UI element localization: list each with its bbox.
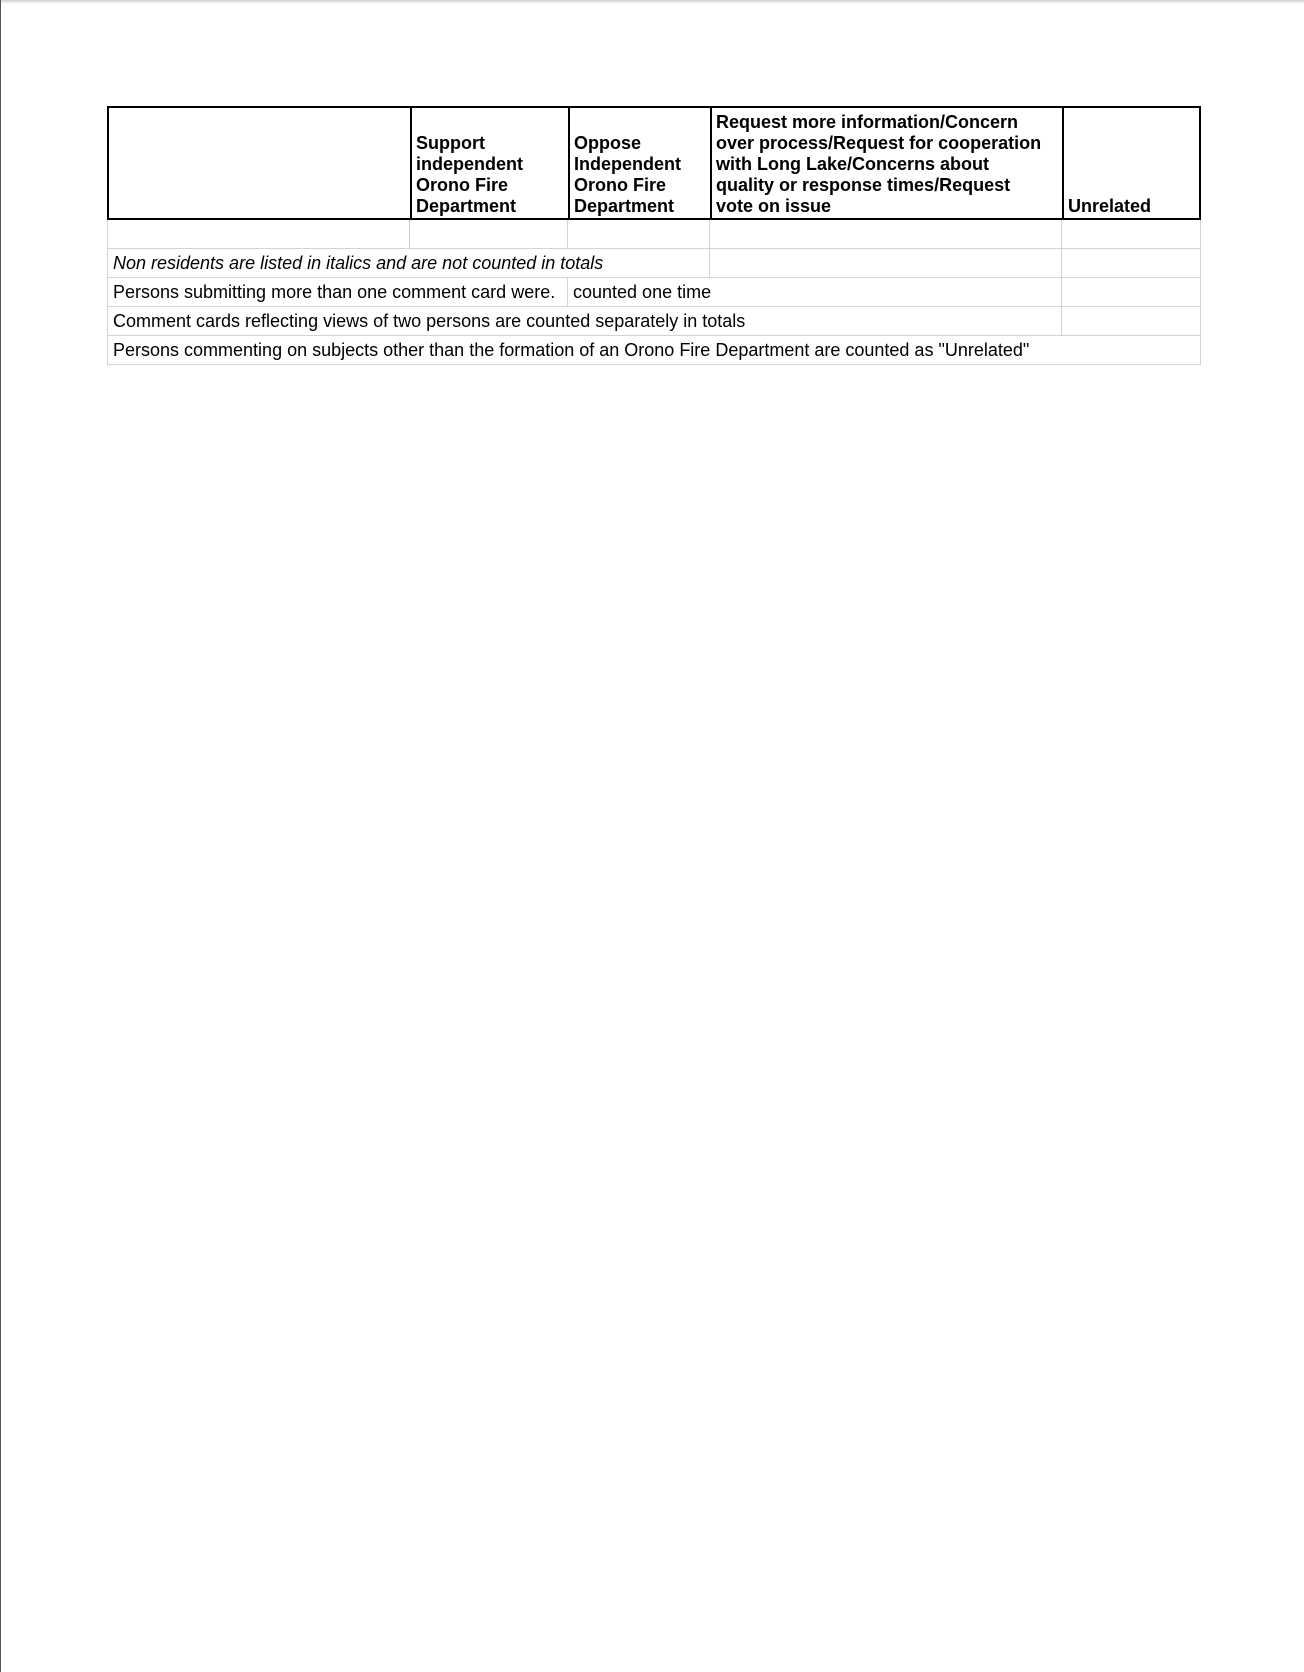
header-blank-cell <box>109 108 410 218</box>
empty-cell-support <box>409 220 567 248</box>
table-row-empty <box>107 220 1201 249</box>
note-multiple-cards-part2: counted one time <box>573 282 712 302</box>
header-request-info-column <box>710 108 1062 218</box>
note-cell-unrelated-2 <box>1061 278 1200 306</box>
header-unrelated-label: Unrelated <box>1068 196 1152 216</box>
empty-cell-request <box>709 220 1061 248</box>
header-unrelated-column <box>1062 108 1199 218</box>
note-cell-unrelated <box>1061 249 1200 277</box>
note-cell-counted-once <box>567 278 1061 306</box>
header-oppose-label: Oppose Independent Orono Fire Department <box>574 133 681 216</box>
comment-summary-table <box>107 106 1201 365</box>
page-top-shadow <box>0 0 1304 4</box>
note-unrelated: Persons commenting on subjects other than the formation of an Orono Fire Department are counted as "Unrelated" <box>113 340 1030 360</box>
header-support-column <box>410 108 568 218</box>
empty-cell-unrelated <box>1061 220 1200 248</box>
note-row-two-persons <box>107 307 1201 336</box>
empty-cell-oppose <box>567 220 709 248</box>
note-multiple-cards-part1: Persons submitting more than one comment card were. <box>113 282 556 302</box>
note-row-multiple-cards <box>107 278 1201 307</box>
header-oppose-column <box>568 108 710 218</box>
header-request-info-label: Request more information/Concern over process/Request for cooperation with Long Lake/Concerns about quality or response times/Request vote on issue <box>716 112 1042 216</box>
header-support-label: Support independent Orono Fire Department <box>416 133 523 216</box>
note-two-persons: Comment cards reflecting views of two persons are counted separately in totals <box>113 311 746 331</box>
note-non-residents: Non residents are listed in italics and are not counted in totals <box>113 253 604 273</box>
note-row-unrelated <box>107 336 1201 365</box>
page-left-edge <box>0 0 1 1672</box>
note-cell-unrelated-3 <box>1061 307 1200 335</box>
table-header-row <box>107 106 1201 220</box>
note-cell-request <box>709 249 1061 277</box>
note-row-non-residents <box>107 249 1201 278</box>
